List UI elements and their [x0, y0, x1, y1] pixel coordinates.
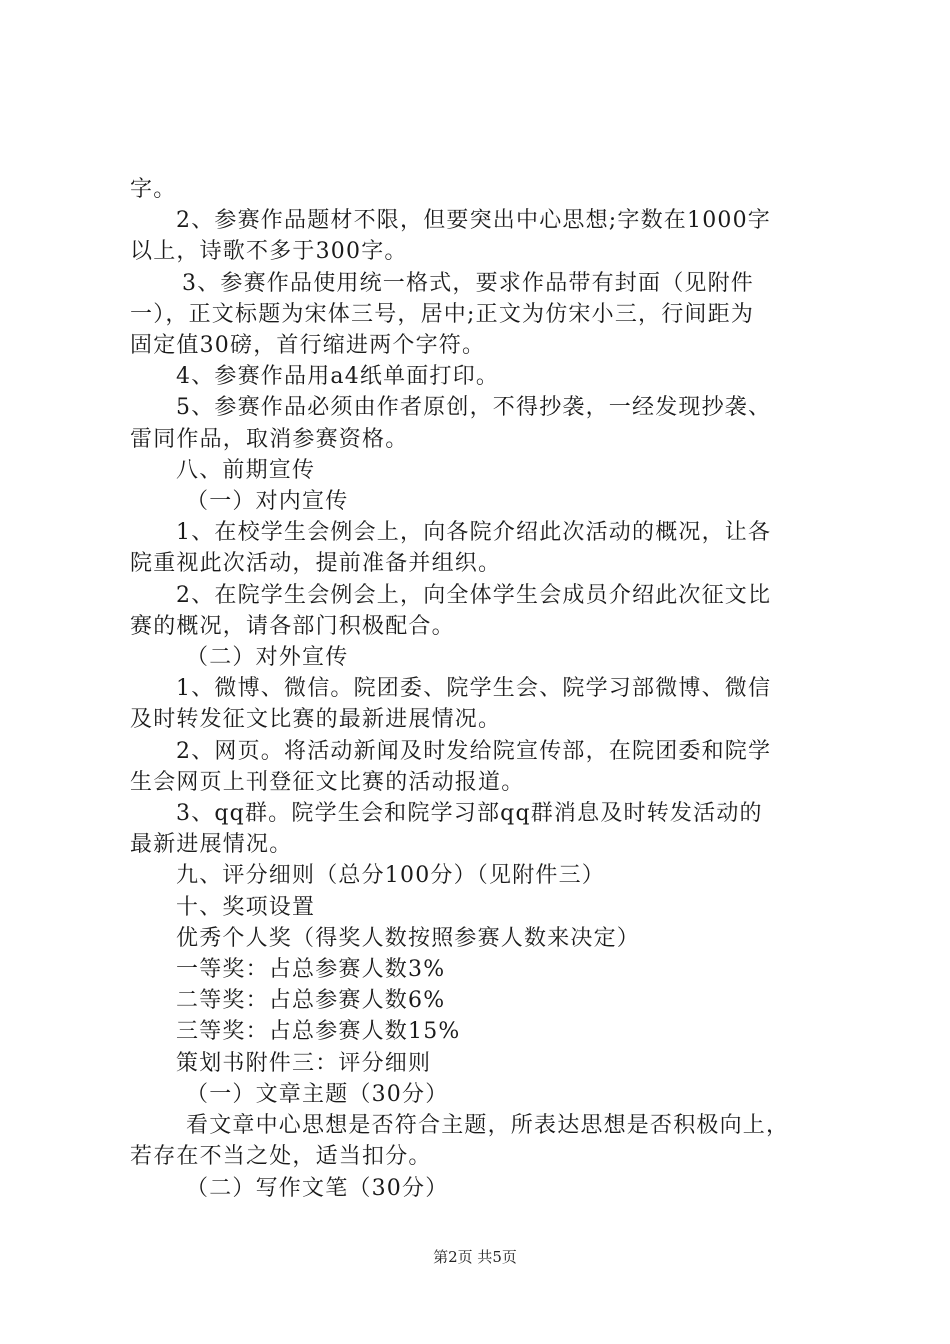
text-line: 3、参赛作品使用统一格式，要求作品带有封面（见附件 [182, 270, 754, 296]
text-line: 九、评分细则（总分100分）（见附件三） [176, 863, 605, 889]
text-line: 一等奖：占总参赛人数3% [176, 957, 446, 983]
text-line: 1、微博、微信。院团委、院学生会、院学习部微博、微信 [176, 676, 772, 702]
text-line: 若存在不当之处，适当扣分。 [130, 1144, 432, 1170]
text-line: 八、前期宣传 [176, 457, 316, 483]
text-line: 策划书附件三：评分细则 [176, 1050, 432, 1076]
text-line: 字。 [130, 177, 177, 202]
text-line: 最新进展情况。 [130, 832, 293, 858]
text-line: 2、参赛作品题材不限，但要突出中心思想;字数在1000字 [176, 208, 771, 234]
text-line: 赛的概况，请各部门积极配合。 [130, 613, 455, 639]
text-line: 看文章中心思想是否符合主题，所表达思想是否积极向上， [186, 1113, 790, 1139]
text-line: 2、网页。将活动新闻及时发给院宣传部，在院团委和院学 [176, 738, 772, 764]
text-line: 固定值30磅，首行缩进两个字符。 [130, 333, 486, 359]
text-line: 1、在校学生会例会上，向各院介绍此次活动的概况，让各 [176, 520, 772, 546]
text-line: 十、奖项设置 [176, 894, 316, 920]
text-line: 雷同作品，取消参赛资格。 [130, 426, 409, 452]
text-line: 一），正文标题为宋体三号，居中;正文为仿宋小三，行间距为 [130, 301, 755, 327]
text-line: （一）对内宣传 [186, 489, 349, 515]
text-line: 5、参赛作品必须由作者原创，不得抄袭，一经发现抄袭、 [176, 395, 772, 421]
text-line: 三等奖：占总参赛人数15% [176, 1019, 461, 1045]
text-line: 优秀个人奖（得奖人数按照参赛人数来决定） [176, 925, 641, 951]
document-body [130, 174, 830, 1204]
page-footer: 第2页 共5页 [433, 1248, 517, 1266]
text-line: 生会网页上刊登征文比赛的活动报道。 [130, 769, 525, 795]
text-line: 3、qq群。院学生会和院学习部qq群消息及时转发活动的 [176, 801, 763, 827]
text-line: （二）写作文笔（30分） [186, 1175, 449, 1201]
text-line: （二）对外宣传 [186, 645, 349, 671]
text-line: 4、参赛作品用a4纸单面打印。 [176, 364, 500, 390]
text-line: 以上，诗歌不多于300字。 [130, 239, 408, 265]
text-line: （一）文章主题（30分） [186, 1081, 449, 1107]
text-line: 院重视此次活动，提前准备并组织。 [130, 551, 502, 577]
text-line: 2、在院学生会例会上，向全体学生会成员介绍此次征文比 [176, 582, 772, 608]
text-line: 及时转发征文比赛的最新进展情况。 [130, 707, 502, 733]
text-line: 二等奖：占总参赛人数6% [176, 988, 446, 1014]
